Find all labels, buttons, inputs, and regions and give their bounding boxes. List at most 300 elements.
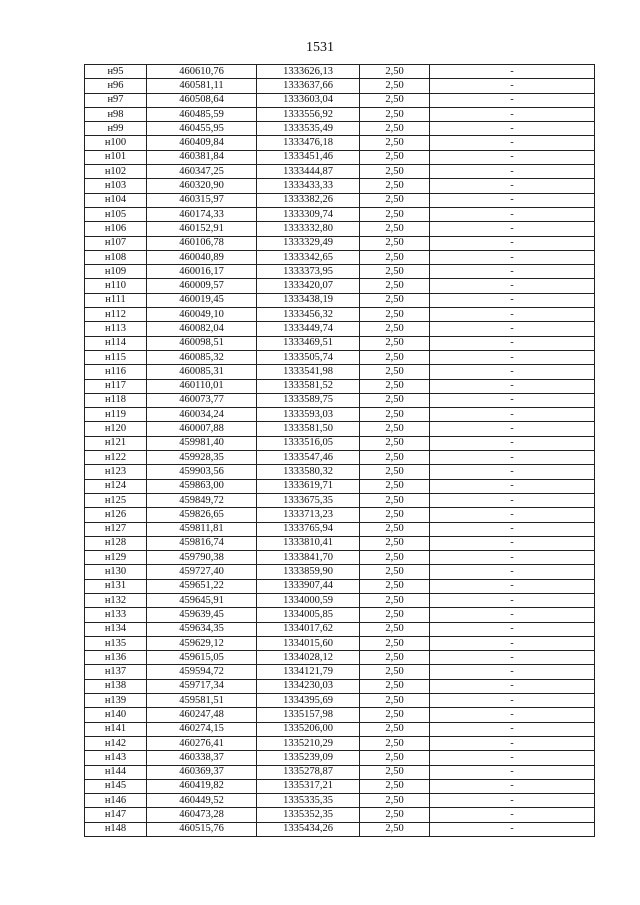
y-coordinate-cell: 1334395,69	[257, 694, 360, 708]
description-cell: -	[430, 379, 595, 393]
page-number: 1531	[306, 40, 334, 55]
y-coordinate-cell: 1333476,18	[257, 136, 360, 150]
x-coordinate-cell: 459629,12	[147, 636, 257, 650]
y-coordinate-cell: 1333516,05	[257, 436, 360, 450]
table-row	[85, 350, 595, 364]
y-coordinate-cell: 1333556,92	[257, 107, 360, 121]
table-row	[85, 579, 595, 593]
description-cell: -	[430, 165, 595, 179]
point-id-cell: н127	[85, 522, 147, 536]
x-coordinate-cell: 459651,22	[147, 579, 257, 593]
description-cell: -	[430, 179, 595, 193]
y-coordinate-cell: 1333841,70	[257, 551, 360, 565]
description-cell: -	[430, 279, 595, 293]
x-coordinate-cell: 460106,78	[147, 236, 257, 250]
y-coordinate-cell: 1335352,35	[257, 808, 360, 822]
description-cell: -	[430, 765, 595, 779]
table-row	[85, 393, 595, 407]
coordinates-table	[84, 64, 595, 837]
y-coordinate-cell: 1333547,46	[257, 451, 360, 465]
y-coordinate-cell: 1333637,66	[257, 79, 360, 93]
point-id-cell: н123	[85, 465, 147, 479]
table-row	[85, 93, 595, 107]
x-coordinate-cell: 459581,51	[147, 694, 257, 708]
point-id-cell: н145	[85, 779, 147, 793]
x-coordinate-cell: 460419,82	[147, 779, 257, 793]
accuracy-cell: 2,50	[360, 465, 430, 479]
x-coordinate-cell: 460034,24	[147, 408, 257, 422]
point-id-cell: н122	[85, 451, 147, 465]
point-id-cell: н141	[85, 722, 147, 736]
accuracy-cell: 2,50	[360, 79, 430, 93]
x-coordinate-cell: 460152,91	[147, 222, 257, 236]
description-cell: -	[430, 808, 595, 822]
point-id-cell: н139	[85, 694, 147, 708]
table-row	[85, 708, 595, 722]
point-id-cell: н116	[85, 365, 147, 379]
description-cell: -	[430, 579, 595, 593]
y-coordinate-cell: 1333449,74	[257, 322, 360, 336]
x-coordinate-cell: 459826,65	[147, 508, 257, 522]
point-id-cell: н135	[85, 636, 147, 650]
y-coordinate-cell: 1333382,26	[257, 193, 360, 207]
table-row	[85, 436, 595, 450]
x-coordinate-cell: 459790,38	[147, 551, 257, 565]
y-coordinate-cell: 1333619,71	[257, 479, 360, 493]
table-row	[85, 379, 595, 393]
point-id-cell: н129	[85, 551, 147, 565]
description-cell: -	[430, 779, 595, 793]
y-coordinate-cell: 1333581,52	[257, 379, 360, 393]
y-coordinate-cell: 1333626,13	[257, 65, 360, 79]
point-id-cell: н96	[85, 79, 147, 93]
point-id-cell: н101	[85, 150, 147, 164]
description-cell: -	[430, 651, 595, 665]
description-cell: -	[430, 107, 595, 121]
y-coordinate-cell: 1333420,07	[257, 279, 360, 293]
point-id-cell: н121	[85, 436, 147, 450]
table-row	[85, 165, 595, 179]
x-coordinate-cell: 460040,89	[147, 250, 257, 264]
point-id-cell: н138	[85, 679, 147, 693]
table-row	[85, 136, 595, 150]
x-coordinate-cell: 459863,00	[147, 479, 257, 493]
point-id-cell: н107	[85, 236, 147, 250]
table-row	[85, 679, 595, 693]
description-cell: -	[430, 193, 595, 207]
point-id-cell: н109	[85, 265, 147, 279]
accuracy-cell: 2,50	[360, 336, 430, 350]
description-cell: -	[430, 408, 595, 422]
accuracy-cell: 2,50	[360, 136, 430, 150]
table-row	[85, 522, 595, 536]
y-coordinate-cell: 1333373,95	[257, 265, 360, 279]
point-id-cell: н144	[85, 765, 147, 779]
table-row	[85, 694, 595, 708]
point-id-cell: н124	[85, 479, 147, 493]
description-cell: -	[430, 365, 595, 379]
point-id-cell: н128	[85, 536, 147, 550]
table-row	[85, 636, 595, 650]
x-coordinate-cell: 459634,35	[147, 622, 257, 636]
point-id-cell: н100	[85, 136, 147, 150]
point-id-cell: н102	[85, 165, 147, 179]
y-coordinate-cell: 1334015,60	[257, 636, 360, 650]
table-row	[85, 536, 595, 550]
table-row	[85, 651, 595, 665]
x-coordinate-cell: 460315,97	[147, 193, 257, 207]
point-id-cell: н108	[85, 250, 147, 264]
accuracy-cell: 2,50	[360, 751, 430, 765]
table-row	[85, 565, 595, 579]
point-id-cell: н147	[85, 808, 147, 822]
y-coordinate-cell: 1334005,85	[257, 608, 360, 622]
point-id-cell: н140	[85, 708, 147, 722]
accuracy-cell: 2,50	[360, 222, 430, 236]
point-id-cell: н125	[85, 493, 147, 507]
description-cell: -	[430, 593, 595, 607]
table-row	[85, 622, 595, 636]
description-cell: -	[430, 393, 595, 407]
table-row	[85, 65, 595, 79]
table-row	[85, 665, 595, 679]
table-row	[85, 551, 595, 565]
description-cell: -	[430, 636, 595, 650]
y-coordinate-cell: 1333342,65	[257, 250, 360, 264]
x-coordinate-cell: 460449,52	[147, 794, 257, 808]
accuracy-cell: 2,50	[360, 451, 430, 465]
description-cell: -	[430, 451, 595, 465]
y-coordinate-cell: 1333765,94	[257, 522, 360, 536]
accuracy-cell: 2,50	[360, 593, 430, 607]
description-cell: -	[430, 336, 595, 350]
point-id-cell: н117	[85, 379, 147, 393]
table-row	[85, 365, 595, 379]
table-row	[85, 336, 595, 350]
y-coordinate-cell: 1333456,32	[257, 308, 360, 322]
x-coordinate-cell: 460581,11	[147, 79, 257, 93]
accuracy-cell: 2,50	[360, 579, 430, 593]
y-coordinate-cell: 1334000,59	[257, 593, 360, 607]
y-coordinate-cell: 1333675,35	[257, 493, 360, 507]
description-cell: -	[430, 265, 595, 279]
description-cell: -	[430, 522, 595, 536]
x-coordinate-cell: 460009,57	[147, 279, 257, 293]
description-cell: -	[430, 465, 595, 479]
y-coordinate-cell: 1333810,41	[257, 536, 360, 550]
table-row	[85, 79, 595, 93]
y-coordinate-cell: 1333329,49	[257, 236, 360, 250]
x-coordinate-cell: 459849,72	[147, 493, 257, 507]
point-id-cell: н115	[85, 350, 147, 364]
y-coordinate-cell: 1333581,50	[257, 422, 360, 436]
accuracy-cell: 2,50	[360, 150, 430, 164]
x-coordinate-cell: 460073,77	[147, 393, 257, 407]
y-coordinate-cell: 1333589,75	[257, 393, 360, 407]
x-coordinate-cell: 460085,31	[147, 365, 257, 379]
table-row	[85, 150, 595, 164]
accuracy-cell: 2,50	[360, 293, 430, 307]
y-coordinate-cell: 1334121,79	[257, 665, 360, 679]
description-cell: -	[430, 508, 595, 522]
y-coordinate-cell: 1334230,03	[257, 679, 360, 693]
accuracy-cell: 2,50	[360, 508, 430, 522]
x-coordinate-cell: 460082,04	[147, 322, 257, 336]
y-coordinate-cell: 1333593,03	[257, 408, 360, 422]
point-id-cell: н104	[85, 193, 147, 207]
accuracy-cell: 2,50	[360, 250, 430, 264]
point-id-cell: н120	[85, 422, 147, 436]
table-row	[85, 408, 595, 422]
y-coordinate-cell: 1333444,87	[257, 165, 360, 179]
y-coordinate-cell: 1334028,12	[257, 651, 360, 665]
x-coordinate-cell: 459727,40	[147, 565, 257, 579]
accuracy-cell: 2,50	[360, 379, 430, 393]
description-cell: -	[430, 350, 595, 364]
x-coordinate-cell: 460473,28	[147, 808, 257, 822]
x-coordinate-cell: 460508,64	[147, 93, 257, 107]
x-coordinate-cell: 459928,35	[147, 451, 257, 465]
x-coordinate-cell: 460098,51	[147, 336, 257, 350]
accuracy-cell: 2,50	[360, 436, 430, 450]
description-cell: -	[430, 422, 595, 436]
x-coordinate-cell: 460485,59	[147, 107, 257, 121]
accuracy-cell: 2,50	[360, 808, 430, 822]
x-coordinate-cell: 460515,76	[147, 822, 257, 836]
point-id-cell: н95	[85, 65, 147, 79]
accuracy-cell: 2,50	[360, 308, 430, 322]
accuracy-cell: 2,50	[360, 822, 430, 836]
x-coordinate-cell: 460320,90	[147, 179, 257, 193]
point-id-cell: н146	[85, 794, 147, 808]
table-row	[85, 308, 595, 322]
table-row	[85, 293, 595, 307]
table-row	[85, 736, 595, 750]
accuracy-cell: 2,50	[360, 408, 430, 422]
accuracy-cell: 2,50	[360, 193, 430, 207]
accuracy-cell: 2,50	[360, 350, 430, 364]
x-coordinate-cell: 460274,15	[147, 722, 257, 736]
description-cell: -	[430, 622, 595, 636]
point-id-cell: н98	[85, 107, 147, 121]
accuracy-cell: 2,50	[360, 608, 430, 622]
y-coordinate-cell: 1333713,23	[257, 508, 360, 522]
point-id-cell: н148	[85, 822, 147, 836]
description-cell: -	[430, 308, 595, 322]
description-cell: -	[430, 150, 595, 164]
accuracy-cell: 2,50	[360, 179, 430, 193]
x-coordinate-cell: 459903,56	[147, 465, 257, 479]
x-coordinate-cell: 460347,25	[147, 165, 257, 179]
y-coordinate-cell: 1333535,49	[257, 122, 360, 136]
x-coordinate-cell: 460381,84	[147, 150, 257, 164]
description-cell: -	[430, 722, 595, 736]
description-cell: -	[430, 751, 595, 765]
table-row	[85, 279, 595, 293]
accuracy-cell: 2,50	[360, 393, 430, 407]
description-cell: -	[430, 250, 595, 264]
point-id-cell: н143	[85, 751, 147, 765]
accuracy-cell: 2,50	[360, 708, 430, 722]
table-row	[85, 822, 595, 836]
accuracy-cell: 2,50	[360, 722, 430, 736]
table-row	[85, 236, 595, 250]
accuracy-cell: 2,50	[360, 651, 430, 665]
description-cell: -	[430, 122, 595, 136]
description-cell: -	[430, 794, 595, 808]
accuracy-cell: 2,50	[360, 622, 430, 636]
accuracy-cell: 2,50	[360, 551, 430, 565]
table-row	[85, 250, 595, 264]
description-cell: -	[430, 736, 595, 750]
table-row	[85, 808, 595, 822]
y-coordinate-cell: 1333505,74	[257, 350, 360, 364]
y-coordinate-cell: 1333332,80	[257, 222, 360, 236]
x-coordinate-cell: 460007,88	[147, 422, 257, 436]
x-coordinate-cell: 459594,72	[147, 665, 257, 679]
description-cell: -	[430, 136, 595, 150]
x-coordinate-cell: 459816,74	[147, 536, 257, 550]
accuracy-cell: 2,50	[360, 236, 430, 250]
point-id-cell: н119	[85, 408, 147, 422]
x-coordinate-cell: 460110,01	[147, 379, 257, 393]
table-row	[85, 479, 595, 493]
description-cell: -	[430, 222, 595, 236]
table-row	[85, 508, 595, 522]
accuracy-cell: 2,50	[360, 279, 430, 293]
accuracy-cell: 2,50	[360, 365, 430, 379]
y-coordinate-cell: 1333451,46	[257, 150, 360, 164]
point-id-cell: н112	[85, 308, 147, 322]
table-row	[85, 751, 595, 765]
y-coordinate-cell: 1333309,74	[257, 207, 360, 221]
description-cell: -	[430, 65, 595, 79]
x-coordinate-cell: 459811,81	[147, 522, 257, 536]
accuracy-cell: 2,50	[360, 265, 430, 279]
accuracy-cell: 2,50	[360, 694, 430, 708]
y-coordinate-cell: 1333580,32	[257, 465, 360, 479]
y-coordinate-cell: 1333469,51	[257, 336, 360, 350]
y-coordinate-cell: 1335206,00	[257, 722, 360, 736]
x-coordinate-cell: 460019,45	[147, 293, 257, 307]
description-cell: -	[430, 536, 595, 550]
y-coordinate-cell: 1335239,09	[257, 751, 360, 765]
y-coordinate-cell: 1333859,90	[257, 565, 360, 579]
table-row	[85, 222, 595, 236]
point-id-cell: н137	[85, 665, 147, 679]
table-row	[85, 322, 595, 336]
accuracy-cell: 2,50	[360, 536, 430, 550]
x-coordinate-cell: 460610,76	[147, 65, 257, 79]
accuracy-cell: 2,50	[360, 522, 430, 536]
accuracy-cell: 2,50	[360, 779, 430, 793]
description-cell: -	[430, 551, 595, 565]
x-coordinate-cell: 460276,41	[147, 736, 257, 750]
description-cell: -	[430, 236, 595, 250]
point-id-cell: н136	[85, 651, 147, 665]
y-coordinate-cell: 1333438,19	[257, 293, 360, 307]
y-coordinate-cell: 1335434,26	[257, 822, 360, 836]
y-coordinate-cell: 1333907,44	[257, 579, 360, 593]
x-coordinate-cell: 460338,37	[147, 751, 257, 765]
table-row	[85, 265, 595, 279]
table-row	[85, 765, 595, 779]
table-row	[85, 465, 595, 479]
description-cell: -	[430, 665, 595, 679]
point-id-cell: н113	[85, 322, 147, 336]
point-id-cell: н133	[85, 608, 147, 622]
x-coordinate-cell: 459717,34	[147, 679, 257, 693]
description-cell: -	[430, 479, 595, 493]
description-cell: -	[430, 679, 595, 693]
table-row	[85, 122, 595, 136]
accuracy-cell: 2,50	[360, 65, 430, 79]
accuracy-cell: 2,50	[360, 665, 430, 679]
description-cell: -	[430, 694, 595, 708]
accuracy-cell: 2,50	[360, 636, 430, 650]
description-cell: -	[430, 293, 595, 307]
x-coordinate-cell: 459645,91	[147, 593, 257, 607]
y-coordinate-cell: 1334017,62	[257, 622, 360, 636]
accuracy-cell: 2,50	[360, 322, 430, 336]
point-id-cell: н99	[85, 122, 147, 136]
point-id-cell: н130	[85, 565, 147, 579]
table-row	[85, 493, 595, 507]
accuracy-cell: 2,50	[360, 422, 430, 436]
point-id-cell: н110	[85, 279, 147, 293]
x-coordinate-cell: 460409,84	[147, 136, 257, 150]
point-id-cell: н103	[85, 179, 147, 193]
description-cell: -	[430, 822, 595, 836]
point-id-cell: н126	[85, 508, 147, 522]
table-row	[85, 207, 595, 221]
table-row	[85, 608, 595, 622]
description-cell: -	[430, 608, 595, 622]
x-coordinate-cell: 460085,32	[147, 350, 257, 364]
point-id-cell: н111	[85, 293, 147, 307]
table-row	[85, 179, 595, 193]
x-coordinate-cell: 459981,40	[147, 436, 257, 450]
table-row	[85, 422, 595, 436]
accuracy-cell: 2,50	[360, 207, 430, 221]
description-cell: -	[430, 93, 595, 107]
y-coordinate-cell: 1333541,98	[257, 365, 360, 379]
accuracy-cell: 2,50	[360, 107, 430, 121]
table-row	[85, 779, 595, 793]
y-coordinate-cell: 1333603,04	[257, 93, 360, 107]
point-id-cell: н142	[85, 736, 147, 750]
x-coordinate-cell: 460369,37	[147, 765, 257, 779]
point-id-cell: н106	[85, 222, 147, 236]
y-coordinate-cell: 1333433,33	[257, 179, 360, 193]
table-row	[85, 451, 595, 465]
accuracy-cell: 2,50	[360, 765, 430, 779]
point-id-cell: н132	[85, 593, 147, 607]
x-coordinate-cell: 460455,95	[147, 122, 257, 136]
description-cell: -	[430, 565, 595, 579]
accuracy-cell: 2,50	[360, 93, 430, 107]
accuracy-cell: 2,50	[360, 479, 430, 493]
point-id-cell: н97	[85, 93, 147, 107]
x-coordinate-cell: 460049,10	[147, 308, 257, 322]
accuracy-cell: 2,50	[360, 736, 430, 750]
accuracy-cell: 2,50	[360, 794, 430, 808]
point-id-cell: н131	[85, 579, 147, 593]
table-row	[85, 593, 595, 607]
description-cell: -	[430, 708, 595, 722]
table-row	[85, 722, 595, 736]
table-row	[85, 794, 595, 808]
